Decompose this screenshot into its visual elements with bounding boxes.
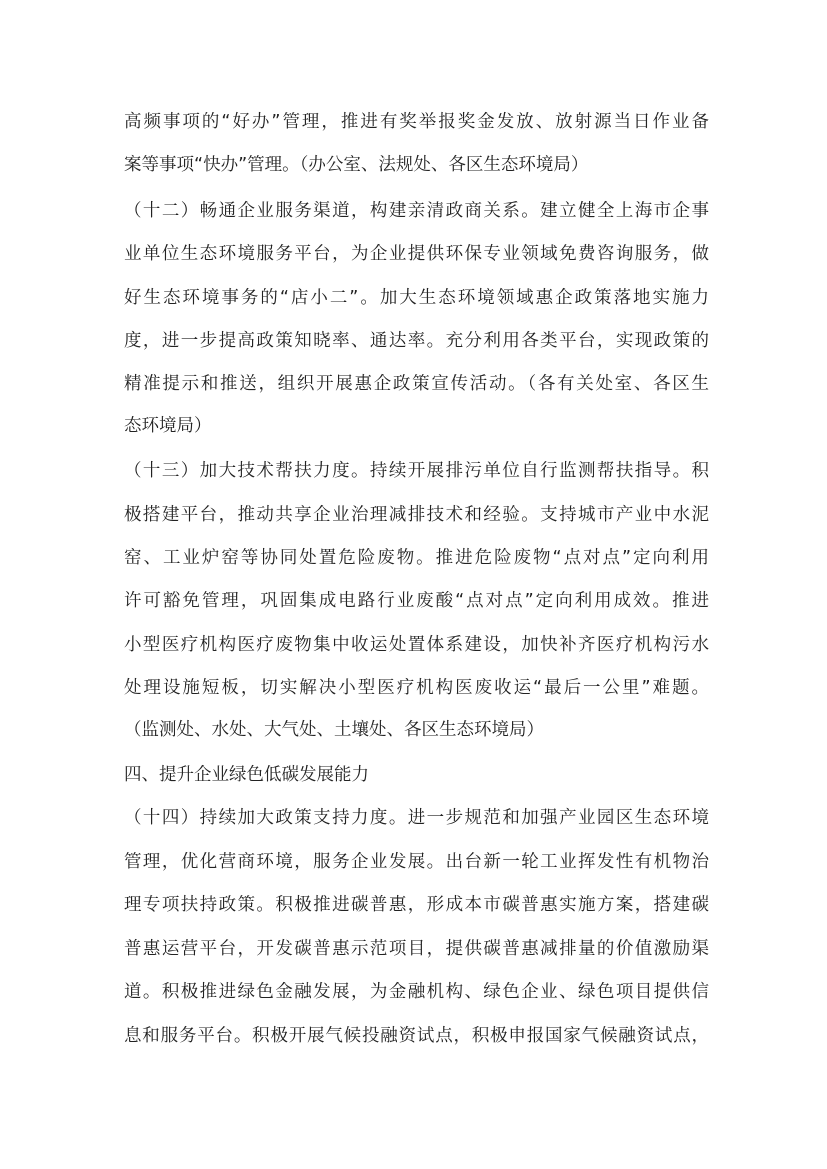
text-line: （十二）畅通企业服务渠道，构建亲清政商关系。建立健全上海市企事 bbox=[124, 201, 709, 221]
text-line: （监测处、水处、大气处、土壤处、各区生态环境局） bbox=[124, 720, 544, 740]
text-line: 许可豁免管理，巩固集成电路行业废酸“点对点”定向利用成效。推进 bbox=[124, 591, 709, 611]
text-line: 道。积极推进绿色金融发展，为金融机构、绿色企业、绿色项目提供信 bbox=[124, 982, 709, 1002]
text-line: 极搭建平台，推动共享企业治理减排技术和经验。支持城市产业中水泥 bbox=[124, 505, 709, 525]
text-line: 高频事项的“好办”管理，推进有奖举报奖金发放、放射源当日作业备 bbox=[124, 112, 709, 132]
text-line: 案等事项“快办”管理。（办公室、法规处、各区生态环境局） bbox=[124, 155, 589, 175]
text-line: 普惠运营平台，开发碳普惠示范项目，提供碳普惠减排量的价值激励渠 bbox=[124, 939, 709, 959]
text-line: 度，进一步提高政策知晓率、通达率。充分利用各类平台，实现政策的 bbox=[124, 331, 709, 351]
text-line: 态环境局） bbox=[124, 416, 212, 436]
text-line: 理专项扶持政策。积极推进碳普惠，形成本市碳普惠实施方案，搭建碳 bbox=[124, 895, 709, 915]
text-line: 息和服务平台。积极开展气候投融资试点，积极申报国家气候融资试点， bbox=[124, 1026, 709, 1046]
text-line: 好生态环境事务的“店小二”。加大生态环境领域惠企政策落地实施力 bbox=[124, 288, 709, 308]
text-line: 业单位生态环境服务平台，为企业提供环保专业领域免费咨询服务，做 bbox=[124, 244, 709, 264]
section-heading: 四、提升企业绿色低碳发展能力 bbox=[124, 765, 369, 785]
text-line: 精准提示和推送，组织开展惠企政策宣传活动。（各有关处室、各区生 bbox=[124, 374, 709, 394]
text-line: 处理设施短板，切实解决小型医疗机构医废收运“最后一公里”难题。 bbox=[124, 678, 709, 698]
text-line: （十四）持续加大政策支持力度。进一步规范和加强产业园区生态环境 bbox=[124, 808, 709, 828]
text-line: （十三）加大技术帮扶力度。持续开展排污单位自行监测帮扶指导。积 bbox=[124, 461, 709, 481]
text-line: 管理，优化营商环境，服务企业发展。出台新一轮工业挥发性有机物治 bbox=[124, 852, 709, 872]
text-line: 小型医疗机构医疗废物集中收运处置体系建设，加快补齐医疗机构污水 bbox=[124, 635, 709, 655]
text-line: 窑、工业炉窑等协同处置危险废物。推进危险废物“点对点”定向利用 bbox=[124, 548, 709, 568]
